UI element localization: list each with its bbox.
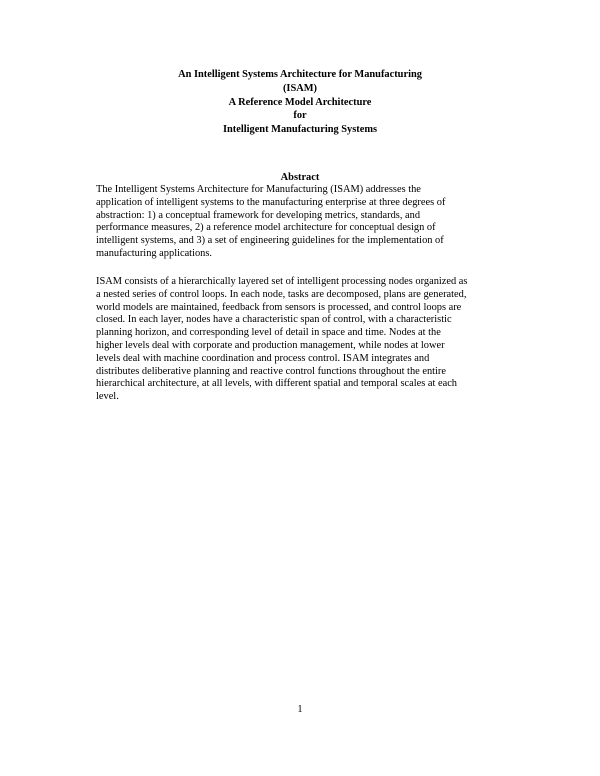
- title-line-systems: Intelligent Manufacturing Systems: [222, 124, 378, 136]
- paragraph-line: a nested series of control loops. In each node, tasks are decomposed, plans are generated,: [96, 288, 467, 300]
- paragraph-line: higher levels deal with corporate and production management, while nodes at lower: [96, 339, 445, 351]
- title-line-main: An Intelligent Systems Architecture for Manufacturing: [178, 69, 422, 80]
- paragraph-line: application of intelligent systems to the manufacturing enterprise at three degrees of: [96, 196, 446, 208]
- paragraph-line: abstraction: 1) a conceptual framework for developing metrics, standards, and: [96, 209, 421, 221]
- abstract-paragraph-2: [96, 276, 516, 404]
- title-line-acronym: (ISAM): [282, 82, 318, 94]
- paragraph-line: The Intelligent Systems Architecture for Manufacturing (ISAM) addresses the: [96, 184, 421, 195]
- paragraph-line: planning horizon, and corresponding level of detail in space and time. Nodes at the: [96, 327, 441, 339]
- document-title: [0, 68, 600, 137]
- paragraph-line: manufacturing applications.: [96, 247, 212, 259]
- paragraph-line: performance measures, 2) a reference model architecture for conceptual design of: [96, 222, 436, 234]
- paragraph-line: level.: [96, 391, 119, 403]
- paragraph-line: intelligent systems, and 3) a set of engineering guidelines for the implementation of: [96, 235, 444, 247]
- page-number: 1: [297, 704, 303, 715]
- title-line-for: for: [293, 110, 307, 122]
- paragraph-line: levels deal with machine coordination and process control. ISAM integrates and: [96, 352, 430, 364]
- title-line-subtitle: A Reference Model Architecture: [228, 96, 372, 108]
- abstract-heading: Abstract: [280, 172, 320, 183]
- abstract-paragraph-1: [96, 184, 516, 261]
- paragraph-line: hierarchical architecture, at all levels, with different spatial and temporal scales at each: [96, 378, 457, 390]
- paragraph-line: world models are maintained, feedback from sensors is processed, and control loops are: [96, 301, 462, 313]
- paragraph-line: closed. In each layer, nodes have a characteristic span of control, with a characteristic: [96, 314, 452, 326]
- paragraph-line: ISAM consists of a hierarchically layered set of intelligent processing nodes organized as: [96, 276, 468, 287]
- paragraph-line: distributes deliberative planning and reactive control functions throughout the entire: [96, 365, 447, 377]
